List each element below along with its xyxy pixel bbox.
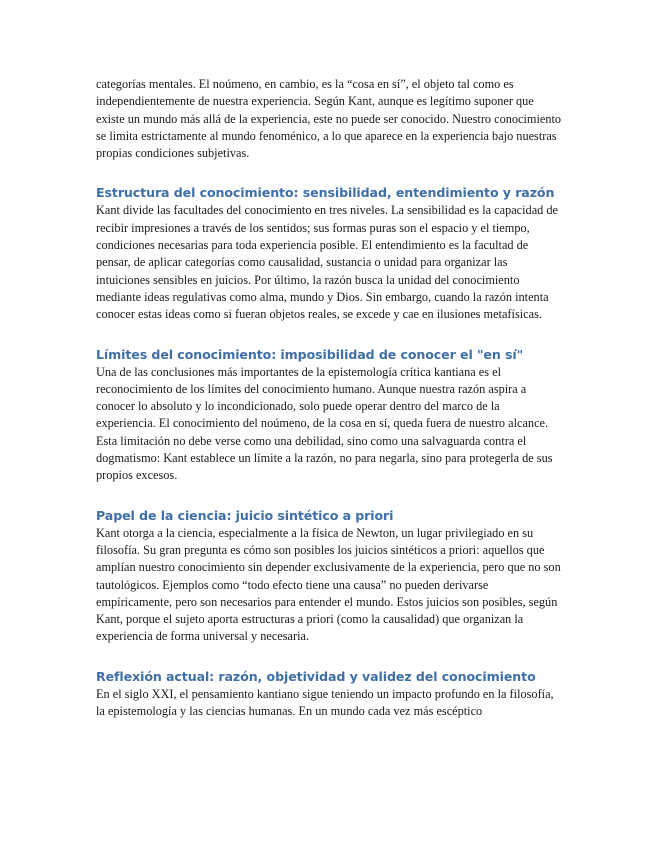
intro-paragraph: categorías mentales. El noúmeno, en cambio, es la “cosa en sí”, el objeto tal como es independientemente de nuestra experiencia. Según Kant, aunque es legítimo suponer que existe un mundo más allá de la experiencia, este no puede ser conocido. Nuestro conocimiento se limita estrictamente al mundo fenoménico, a lo que aparece en la experiencia bajo nuestras propias condiciones subjetivas. (96, 77, 562, 161)
section-body: Kant otorga a la ciencia, especialmente a la física de Newton, un lugar privilegiado en su filosofía. Su gran pregunta es cómo son posibles los juicios sintéticos a priori: aquellos que amplían nuestro conocimiento sin depender exclusivamente de la experiencia, pero que no son tautológicos. Ejemplos como “todo efecto tiene una causa” no pueden derivarse empíricamente, pero son necesarios para entender el mundo. Estos juicios son posibles, según Kant, porque el sujeto aporta estructuras a priori (como la causalidad) que organizan la experiencia de forma universal y necesaria. (96, 525, 561, 644)
document-page (96, 76, 562, 720)
section-body: Una de las conclusiones más importantes de la epistemología crítica kantiana es el reconocimiento de los límites del conocimiento humano. Aunque nuestra razón aspira a conocer lo absoluto y lo incondicionado, solo puede operar dentro del marco de la experiencia. El conocimiento del noúmeno, de la cosa en sí, queda fuera de nuestro alcance. Esta limitación no debe verse como una debilidad, sino como una salvaguarda contra el dogmatismo: Kant establece un límite a la razón, no para negarla, sino para protegerla de sus propios excesos. (96, 364, 553, 483)
section-heading: Límites del conocimiento: imposibilidad de conocer el "en sí" (96, 346, 524, 362)
section-estructura (96, 183, 562, 323)
section-heading: Reflexión actual: razón, objetividad y validez del conocimiento (96, 668, 536, 684)
section-ciencia (96, 506, 562, 646)
section-heading: Papel de la ciencia: juicio sintético a priori (96, 507, 394, 523)
section-body: Kant divide las facultades del conocimiento en tres niveles. La sensibilidad es la capacidad de recibir impresiones a través de los sentidos; sus formas puras son el espacio y el tiempo, condiciones necesarias para toda experiencia posible. El entendimiento es la facultad de pensar, de aplicar categorías como causalidad, sustancia o unidad para organizar las intuiciones sensibles en juicios. Por último, la razón busca la unidad del conocimiento mediante ideas regulativas como alma, mundo y Dios. Sin embargo, cuando la razón intenta conocer estas ideas como si fueran objetos reales, se excede y cae en ilusiones metafísicas. (96, 203, 558, 322)
section-heading: Estructura del conocimiento: sensibilidad, entendimiento y razón (96, 185, 555, 201)
section-limites (96, 345, 562, 485)
section-reflexion (96, 667, 562, 721)
section-body: En el siglo XXI, el pensamiento kantiano sigue teniendo un impacto profundo en la filosofía, la epistemología y las ciencias humanas. En un mundo cada vez más escéptico (96, 686, 554, 719)
